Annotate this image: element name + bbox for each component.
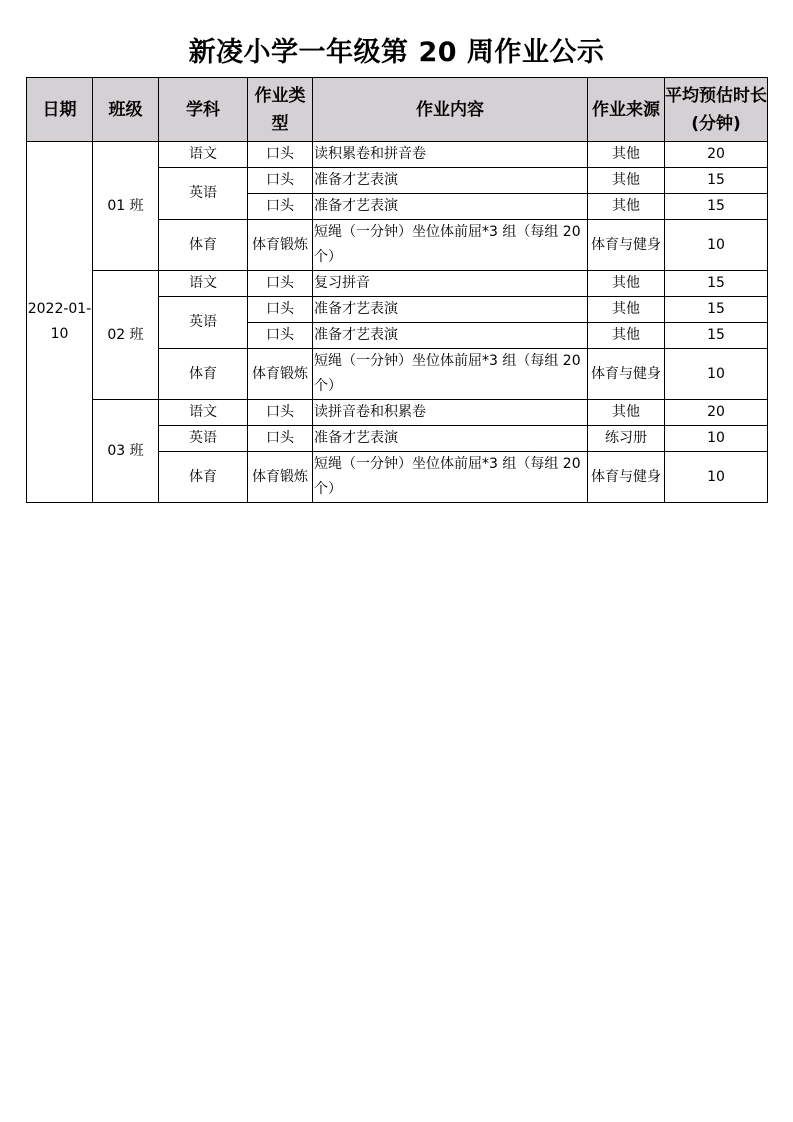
subject-cell: 体育 xyxy=(159,452,248,503)
header-subject: 学科 xyxy=(159,78,248,142)
source-cell: 体育与健身 xyxy=(588,452,665,503)
type-cell: 体育锻炼 xyxy=(248,349,313,400)
source-cell: 其他 xyxy=(588,142,665,168)
time-cell: 20 xyxy=(665,142,768,168)
table-header-row xyxy=(27,78,768,142)
content-cell: 准备才艺表演 xyxy=(313,194,588,220)
homework-table xyxy=(26,77,768,503)
time-cell: 20 xyxy=(665,400,768,426)
type-cell: 口头 xyxy=(248,426,313,452)
type-cell: 口头 xyxy=(248,168,313,194)
source-cell: 其他 xyxy=(588,168,665,194)
subject-cell: 体育 xyxy=(159,349,248,400)
source-cell: 其他 xyxy=(588,297,665,323)
source-cell: 练习册 xyxy=(588,426,665,452)
type-cell: 口头 xyxy=(248,297,313,323)
subject-cell: 语文 xyxy=(159,400,248,426)
content-cell: 读拼音卷和积累卷 xyxy=(313,400,588,426)
subject-cell: 语文 xyxy=(159,271,248,297)
content-cell: 复习拼音 xyxy=(313,271,588,297)
time-cell: 10 xyxy=(665,426,768,452)
time-cell: 15 xyxy=(665,168,768,194)
time-cell: 15 xyxy=(665,194,768,220)
table-row xyxy=(27,271,768,297)
subject-cell: 语文 xyxy=(159,142,248,168)
time-cell: 10 xyxy=(665,452,768,503)
type-cell: 体育锻炼 xyxy=(248,452,313,503)
content-cell: 准备才艺表演 xyxy=(313,323,588,349)
content-cell: 准备才艺表演 xyxy=(313,426,588,452)
source-cell: 其他 xyxy=(588,323,665,349)
content-cell: 短绳（一分钟）坐位体前屈*3 组（每组 20 个） xyxy=(313,349,588,400)
time-cell: 15 xyxy=(665,297,768,323)
header-type: 作业类型 xyxy=(248,78,313,142)
source-cell: 其他 xyxy=(588,271,665,297)
time-cell: 15 xyxy=(665,271,768,297)
source-cell: 体育与健身 xyxy=(588,349,665,400)
type-cell: 口头 xyxy=(248,323,313,349)
type-cell: 口头 xyxy=(248,271,313,297)
page-title: 新凌小学一年级第 20 周作业公示 xyxy=(188,37,605,68)
type-cell: 口头 xyxy=(248,194,313,220)
content-cell: 短绳（一分钟）坐位体前屈*3 组（每组 20 个） xyxy=(313,452,588,503)
source-cell: 体育与健身 xyxy=(588,220,665,271)
subject-cell: 英语 xyxy=(159,168,248,220)
time-cell: 15 xyxy=(665,323,768,349)
subject-cell: 体育 xyxy=(159,220,248,271)
time-cell: 10 xyxy=(665,349,768,400)
source-cell: 其他 xyxy=(588,194,665,220)
class-cell: 01 班 xyxy=(93,142,159,271)
table-row xyxy=(27,400,768,426)
content-cell: 短绳（一分钟）坐位体前屈*3 组（每组 20 个） xyxy=(313,220,588,271)
source-cell: 其他 xyxy=(588,400,665,426)
header-content: 作业内容 xyxy=(313,78,588,142)
table-row xyxy=(27,142,768,168)
type-cell: 体育锻炼 xyxy=(248,220,313,271)
date-cell: 2022-01-10 xyxy=(27,142,93,503)
header-class: 班级 xyxy=(93,78,159,142)
time-cell: 10 xyxy=(665,220,768,271)
header-source: 作业来源 xyxy=(588,78,665,142)
subject-cell: 英语 xyxy=(159,426,248,452)
content-cell: 读积累卷和拼音卷 xyxy=(313,142,588,168)
header-time: 平均预估时长(分钟) xyxy=(665,78,768,142)
subject-cell: 英语 xyxy=(159,297,248,349)
type-cell: 口头 xyxy=(248,142,313,168)
class-cell: 03 班 xyxy=(93,400,159,503)
class-cell: 02 班 xyxy=(93,271,159,400)
content-cell: 准备才艺表演 xyxy=(313,168,588,194)
type-cell: 口头 xyxy=(248,400,313,426)
content-cell: 准备才艺表演 xyxy=(313,297,588,323)
header-date: 日期 xyxy=(27,78,93,142)
